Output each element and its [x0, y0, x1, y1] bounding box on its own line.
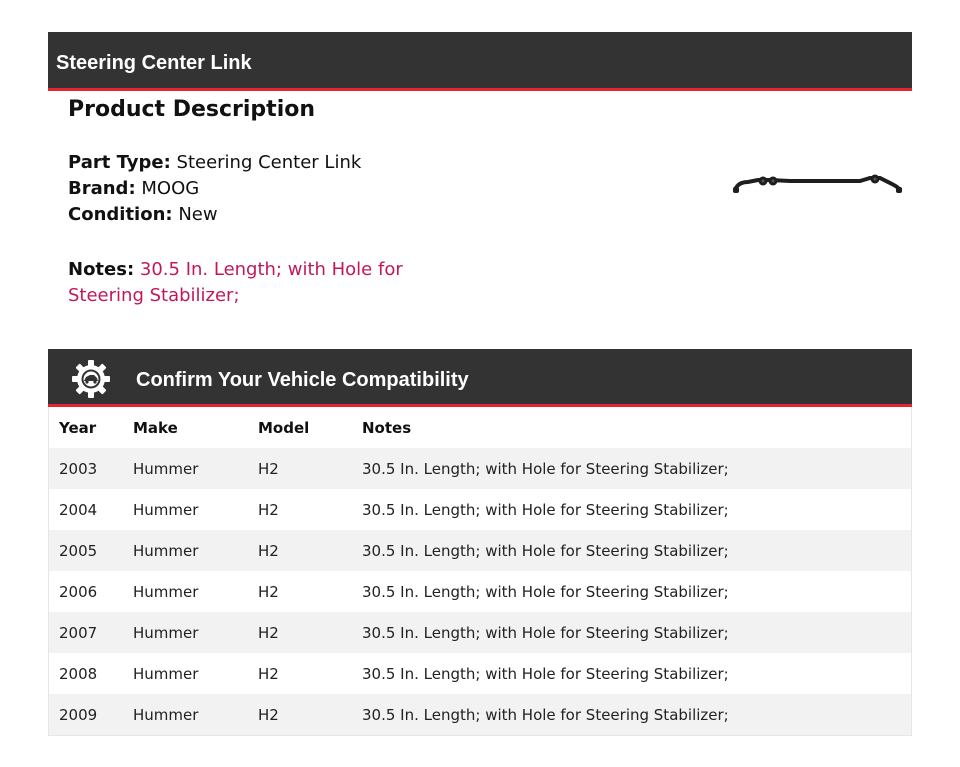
cell-year: 2009 — [59, 705, 98, 724]
notes-value: 30.5 In. Length; with Hole for Steering Stabilizer; — [68, 259, 403, 306]
cell-make: Hummer — [133, 541, 199, 560]
cell-year: 2006 — [59, 582, 98, 601]
cell-year: 2004 — [59, 500, 98, 519]
condition-label: Condition: — [68, 204, 173, 225]
cell-notes: 30.5 In. Length; with Hole for Steering Stabilizer; — [362, 664, 729, 683]
gear-car-icon — [70, 358, 112, 400]
product-image — [730, 168, 905, 200]
table-row — [49, 653, 911, 694]
cell-notes: 30.5 In. Length; with Hole for Steering Stabilizer; — [362, 623, 729, 642]
product-title-bar — [48, 32, 912, 91]
cell-model: H2 — [258, 541, 279, 560]
cell-year: 2007 — [59, 623, 98, 642]
cell-model: H2 — [258, 705, 279, 724]
compatibility-bar — [48, 349, 912, 407]
cell-year: 2003 — [59, 459, 98, 478]
notes-block — [68, 257, 428, 309]
brand-value: MOOG — [141, 178, 200, 199]
cell-make: Hummer — [133, 582, 199, 601]
table-row — [49, 489, 911, 530]
cell-notes: 30.5 In. Length; with Hole for Steering Stabilizer; — [362, 500, 729, 519]
cell-model: H2 — [258, 500, 279, 519]
table-row — [49, 612, 911, 653]
brand-label: Brand: — [68, 178, 136, 199]
cell-make: Hummer — [133, 500, 199, 519]
cell-make: Hummer — [133, 705, 199, 724]
notes-label: Notes: — [68, 259, 135, 280]
compatibility-table — [48, 407, 912, 736]
column-header-model: Model — [258, 418, 310, 437]
cell-year: 2008 — [59, 664, 98, 683]
cell-notes: 30.5 In. Length; with Hole for Steering Stabilizer; — [362, 582, 729, 601]
description-heading: Product Description — [68, 97, 316, 122]
condition-value: New — [178, 204, 218, 225]
table-row — [49, 530, 911, 571]
part-type-line — [68, 150, 361, 176]
column-header-make: Make — [133, 418, 178, 437]
table-row — [49, 448, 911, 489]
compatibility-title: Confirm Your Vehicle Compatibility — [136, 369, 469, 391]
column-header-notes: Notes — [362, 418, 412, 437]
cell-model: H2 — [258, 582, 279, 601]
cell-notes: 30.5 In. Length; with Hole for Steering Stabilizer; — [362, 459, 729, 478]
cell-model: H2 — [258, 623, 279, 642]
cell-make: Hummer — [133, 623, 199, 642]
brand-line — [68, 176, 199, 202]
cell-notes: 30.5 In. Length; with Hole for Steering Stabilizer; — [362, 541, 729, 560]
part-type-label: Part Type: — [68, 152, 171, 173]
product-title: Steering Center Link — [56, 52, 252, 74]
cell-make: Hummer — [133, 459, 199, 478]
cell-notes: 30.5 In. Length; with Hole for Steering Stabilizer; — [362, 705, 729, 724]
table-row — [49, 694, 911, 735]
cell-make: Hummer — [133, 664, 199, 683]
table-header-row — [49, 407, 911, 448]
column-header-year: Year — [59, 418, 97, 437]
table-row — [49, 571, 911, 612]
cell-year: 2005 — [59, 541, 98, 560]
cell-model: H2 — [258, 459, 279, 478]
part-type-value: Steering Center Link — [176, 152, 362, 173]
cell-model: H2 — [258, 664, 279, 683]
condition-line — [68, 202, 218, 228]
